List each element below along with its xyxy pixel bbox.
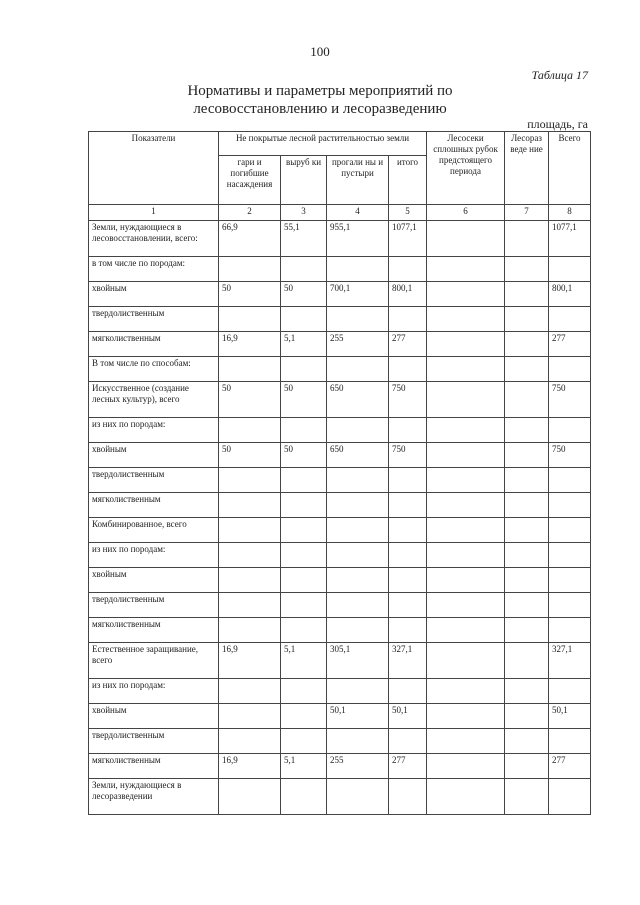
row-label: твердолиственным [89, 729, 219, 754]
cell-clearcuts [427, 618, 505, 643]
cell-glades [327, 493, 389, 518]
header-cuttings: выруб ки [281, 156, 327, 205]
cell-all [549, 679, 591, 704]
header-all: Всего [549, 132, 591, 205]
cell-clearcuts [427, 729, 505, 754]
table-row [89, 704, 591, 729]
row-label: хвойным [89, 704, 219, 729]
cell-all: 1077,1 [549, 221, 591, 257]
cell-all [549, 418, 591, 443]
cell-afforestation [505, 593, 549, 618]
header-not-covered: Не покрытые лесной растительностью земли [219, 132, 427, 156]
cell-burnt [219, 704, 281, 729]
cell-cuttings [281, 679, 327, 704]
cell-glades [327, 357, 389, 382]
table-row [89, 257, 591, 282]
header-clearcuts: Лесосеки сплошных рубок предстоящего периода [427, 132, 505, 205]
cell-total: 327,1 [389, 643, 427, 679]
cell-burnt: 16,9 [219, 332, 281, 357]
cell-afforestation [505, 221, 549, 257]
cell-all [549, 779, 591, 815]
table-row [89, 518, 591, 543]
cell-clearcuts [427, 257, 505, 282]
cell-cuttings [281, 518, 327, 543]
cell-total [389, 307, 427, 332]
cell-glades [327, 593, 389, 618]
cell-glades [327, 618, 389, 643]
cell-burnt: 50 [219, 382, 281, 418]
header-afforestation: Лесораз веде ние [505, 132, 549, 205]
row-label: в том числе по породам: [89, 257, 219, 282]
cell-burnt [219, 729, 281, 754]
row-label: Комбинированное, всего [89, 518, 219, 543]
cell-clearcuts [427, 593, 505, 618]
cell-burnt [219, 468, 281, 493]
cell-afforestation [505, 332, 549, 357]
cell-all [549, 593, 591, 618]
header-indicators: Показатели [89, 132, 219, 205]
cell-burnt [219, 257, 281, 282]
cell-cuttings: 50 [281, 443, 327, 468]
cell-clearcuts [427, 357, 505, 382]
cell-clearcuts [427, 704, 505, 729]
cell-burnt [219, 518, 281, 543]
row-label: хвойным [89, 282, 219, 307]
cell-clearcuts [427, 382, 505, 418]
cell-glades: 255 [327, 754, 389, 779]
cell-clearcuts [427, 443, 505, 468]
cell-cuttings [281, 418, 327, 443]
row-label: из них по породам: [89, 679, 219, 704]
cell-burnt [219, 618, 281, 643]
cell-burnt: 16,9 [219, 754, 281, 779]
cell-afforestation [505, 518, 549, 543]
cell-all: 327,1 [549, 643, 591, 679]
table-row [89, 568, 591, 593]
column-number: 2 [219, 205, 281, 221]
column-number: 5 [389, 205, 427, 221]
cell-total: 750 [389, 382, 427, 418]
row-label: Земли, нуждающиеся в лесовосстановлении, всего: [89, 221, 219, 257]
cell-all: 750 [549, 382, 591, 418]
table-row [89, 221, 591, 257]
cell-all [549, 518, 591, 543]
cell-burnt [219, 493, 281, 518]
cell-all [549, 568, 591, 593]
cell-total: 800,1 [389, 282, 427, 307]
column-number: 3 [281, 205, 327, 221]
cell-total [389, 679, 427, 704]
header-row-1 [89, 132, 591, 156]
row-label: мягколиственным [89, 618, 219, 643]
cell-glades: 955,1 [327, 221, 389, 257]
cell-clearcuts [427, 643, 505, 679]
table-row [89, 643, 591, 679]
cell-glades: 650 [327, 443, 389, 468]
cell-glades [327, 418, 389, 443]
cell-total [389, 418, 427, 443]
cell-afforestation [505, 754, 549, 779]
table-row [89, 332, 591, 357]
cell-total [389, 257, 427, 282]
cell-clearcuts [427, 282, 505, 307]
cell-all: 800,1 [549, 282, 591, 307]
column-number: 6 [427, 205, 505, 221]
cell-clearcuts [427, 307, 505, 332]
cell-cuttings: 5,1 [281, 643, 327, 679]
cell-clearcuts [427, 332, 505, 357]
cell-all: 750 [549, 443, 591, 468]
table-row [89, 618, 591, 643]
title-line-2: лесовосстановлению и лесоразведению [193, 101, 447, 117]
cell-afforestation [505, 543, 549, 568]
cell-glades: 305,1 [327, 643, 389, 679]
cell-glades [327, 543, 389, 568]
cell-afforestation [505, 779, 549, 815]
cell-burnt [219, 779, 281, 815]
table-row [89, 307, 591, 332]
cell-glades: 255 [327, 332, 389, 357]
cell-glades [327, 729, 389, 754]
cell-total [389, 493, 427, 518]
table-row [89, 593, 591, 618]
cell-total [389, 618, 427, 643]
cell-burnt [219, 418, 281, 443]
cell-all [549, 493, 591, 518]
cell-all [549, 357, 591, 382]
column-number: 8 [549, 205, 591, 221]
cell-total [389, 779, 427, 815]
cell-cuttings: 50 [281, 282, 327, 307]
cell-burnt [219, 357, 281, 382]
cell-total [389, 518, 427, 543]
cell-afforestation [505, 643, 549, 679]
header-burnt: гари и погибшие насаждения [219, 156, 281, 205]
cell-afforestation [505, 307, 549, 332]
header-glades: прогали ны и пустыри [327, 156, 389, 205]
cell-burnt [219, 593, 281, 618]
cell-burnt [219, 543, 281, 568]
table-row [89, 382, 591, 418]
cell-glades [327, 779, 389, 815]
cell-total [389, 468, 427, 493]
cell-cuttings: 5,1 [281, 754, 327, 779]
cell-afforestation [505, 257, 549, 282]
row-label: Земли, нуждающиеся в лесоразведении [89, 779, 219, 815]
table-row [89, 779, 591, 815]
table-row [89, 282, 591, 307]
cell-clearcuts [427, 518, 505, 543]
cell-glades: 50,1 [327, 704, 389, 729]
cell-glades [327, 568, 389, 593]
cell-cuttings [281, 568, 327, 593]
row-label: твердолиственным [89, 468, 219, 493]
cell-total [389, 357, 427, 382]
cell-cuttings [281, 257, 327, 282]
cell-all [549, 729, 591, 754]
cell-cuttings: 50 [281, 382, 327, 418]
column-number: 1 [89, 205, 219, 221]
cell-glades [327, 468, 389, 493]
row-label: хвойным [89, 443, 219, 468]
table-row [89, 468, 591, 493]
cell-afforestation [505, 282, 549, 307]
cell-cuttings [281, 543, 327, 568]
cell-cuttings [281, 779, 327, 815]
row-label: мягколиственным [89, 493, 219, 518]
cell-glades [327, 307, 389, 332]
cell-cuttings [281, 468, 327, 493]
cell-total: 750 [389, 443, 427, 468]
cell-cuttings: 55,1 [281, 221, 327, 257]
cell-burnt: 66,9 [219, 221, 281, 257]
cell-afforestation [505, 418, 549, 443]
cell-afforestation [505, 493, 549, 518]
cell-afforestation [505, 679, 549, 704]
cell-clearcuts [427, 679, 505, 704]
cell-total: 277 [389, 754, 427, 779]
cell-afforestation [505, 618, 549, 643]
row-label: В том числе по способам: [89, 357, 219, 382]
cell-burnt: 50 [219, 282, 281, 307]
cell-burnt [219, 307, 281, 332]
table-row [89, 754, 591, 779]
cell-all [549, 257, 591, 282]
table-caption: Таблица 17 [531, 68, 588, 82]
row-label: мягколиственным [89, 332, 219, 357]
cell-afforestation [505, 568, 549, 593]
cell-total: 1077,1 [389, 221, 427, 257]
cell-clearcuts [427, 418, 505, 443]
cell-cuttings [281, 307, 327, 332]
cell-cuttings: 5,1 [281, 332, 327, 357]
units-label: площадь, га [527, 117, 588, 131]
cell-all: 277 [549, 754, 591, 779]
cell-clearcuts [427, 568, 505, 593]
cell-afforestation [505, 704, 549, 729]
cell-glades: 700,1 [327, 282, 389, 307]
cell-burnt [219, 679, 281, 704]
cell-total [389, 729, 427, 754]
table-row [89, 443, 591, 468]
cell-total: 50,1 [389, 704, 427, 729]
page-number: 100 [310, 44, 330, 59]
row-label: твердолиственным [89, 307, 219, 332]
table-row [89, 493, 591, 518]
cell-total [389, 593, 427, 618]
cell-glades: 650 [327, 382, 389, 418]
cell-total [389, 543, 427, 568]
cell-total [389, 568, 427, 593]
cell-clearcuts [427, 468, 505, 493]
cell-clearcuts [427, 779, 505, 815]
cell-afforestation [505, 468, 549, 493]
cell-all [549, 543, 591, 568]
cell-afforestation [505, 382, 549, 418]
cell-cuttings [281, 493, 327, 518]
cell-burnt [219, 568, 281, 593]
row-label: твердолиственным [89, 593, 219, 618]
column-numbers-row [89, 205, 591, 221]
cell-clearcuts [427, 543, 505, 568]
cell-clearcuts [427, 493, 505, 518]
cell-clearcuts [427, 754, 505, 779]
row-label: Естественное заращивание, всего [89, 643, 219, 679]
cell-afforestation [505, 729, 549, 754]
row-label: из них по породам: [89, 418, 219, 443]
page-title [0, 82, 640, 118]
table-row [89, 543, 591, 568]
cell-glades [327, 679, 389, 704]
cell-cuttings [281, 618, 327, 643]
table-row [89, 418, 591, 443]
cell-all [549, 618, 591, 643]
cell-cuttings [281, 729, 327, 754]
column-number: 4 [327, 205, 389, 221]
header-total: итого [389, 156, 427, 205]
cell-glades [327, 518, 389, 543]
cell-total: 277 [389, 332, 427, 357]
norms-table [88, 131, 591, 815]
cell-afforestation [505, 443, 549, 468]
cell-afforestation [505, 357, 549, 382]
row-label: Искусственное (создание лесных культур), всего [89, 382, 219, 418]
cell-all: 277 [549, 332, 591, 357]
cell-clearcuts [427, 221, 505, 257]
cell-all [549, 468, 591, 493]
table-row [89, 357, 591, 382]
table-row [89, 679, 591, 704]
row-label: хвойным [89, 568, 219, 593]
column-number: 7 [505, 205, 549, 221]
cell-all: 50,1 [549, 704, 591, 729]
cell-all [549, 307, 591, 332]
cell-cuttings [281, 593, 327, 618]
cell-glades [327, 257, 389, 282]
table-row [89, 729, 591, 754]
row-label: мягколиственным [89, 754, 219, 779]
cell-cuttings [281, 704, 327, 729]
title-line-1: Нормативы и параметры мероприятий по [187, 83, 453, 99]
cell-burnt: 16,9 [219, 643, 281, 679]
cell-burnt: 50 [219, 443, 281, 468]
row-label: из них по породам: [89, 543, 219, 568]
cell-cuttings [281, 357, 327, 382]
